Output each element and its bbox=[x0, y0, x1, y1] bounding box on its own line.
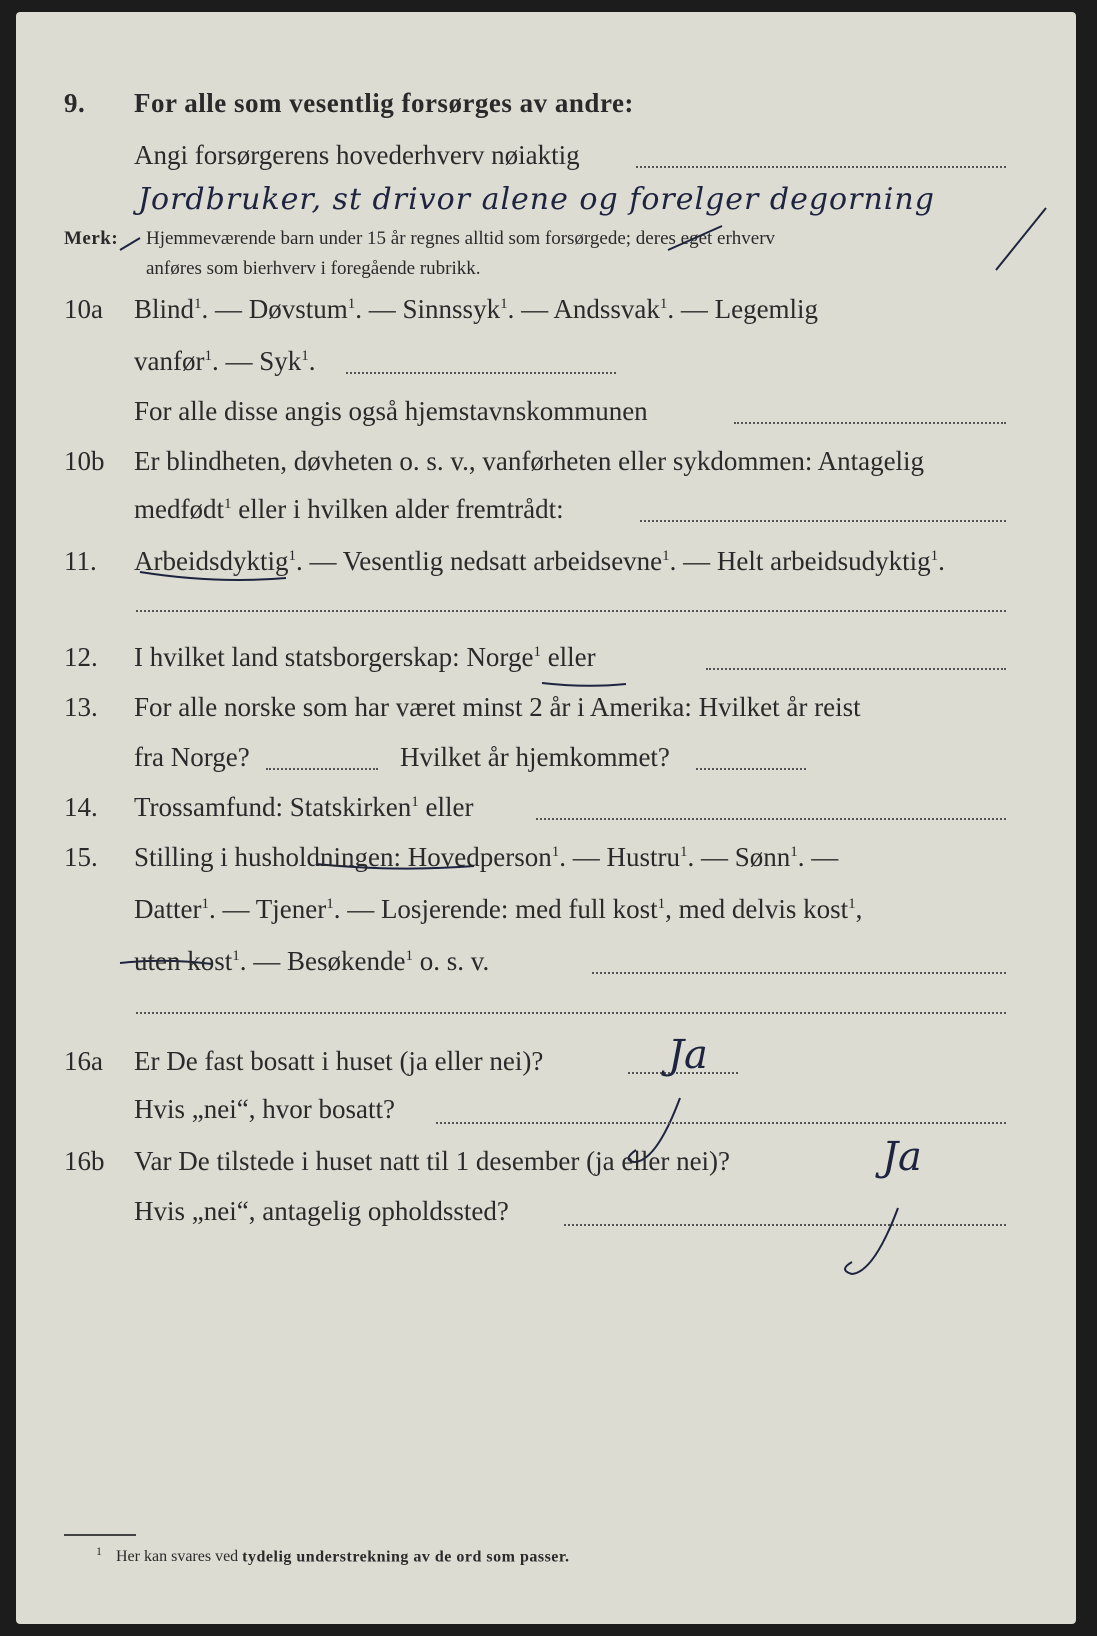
footnote-marker: 1 bbox=[288, 548, 296, 564]
option-sonn[interactable]: . — Sønn bbox=[687, 842, 791, 872]
answer-line[interactable] bbox=[636, 166, 1006, 168]
footnote-marker: 1 bbox=[533, 644, 541, 660]
footnote-marker: 1 bbox=[194, 296, 202, 312]
footnote-marker: 1 bbox=[201, 896, 209, 912]
option-uten-kost[interactable]: uten kost bbox=[134, 946, 233, 976]
question-10b-text-2 bbox=[134, 494, 564, 525]
question-number: 14. bbox=[64, 792, 98, 822]
footnote-marker: 1 bbox=[790, 844, 798, 860]
footnote-bold-text: tydelig understrekning av de ord som passer. bbox=[242, 1548, 570, 1566]
footnote-mark: 1 bbox=[96, 1544, 102, 1558]
option-eller: eller bbox=[418, 792, 474, 822]
question-10a-text-2 bbox=[134, 346, 316, 377]
question-number: 10a bbox=[64, 294, 103, 324]
option-delvis-kost[interactable]: , med delvis kost bbox=[665, 894, 849, 924]
option-dovstum[interactable]: . — Døvstum bbox=[201, 294, 348, 324]
footnote-marker: 1 bbox=[930, 548, 939, 564]
question-13-hjemkommet-prompt: Hvilket år hjemkommet? bbox=[400, 742, 670, 772]
footnote-divider bbox=[64, 1534, 136, 1536]
question-16a-handwritten-answer: Ja bbox=[668, 1032, 708, 1078]
footnote-marker: 1 bbox=[204, 348, 212, 364]
question-15-text-1 bbox=[134, 842, 838, 873]
question-16b-prompt: Var De tilstede i huset natt til 1 desember (ja eller nei)? bbox=[134, 1146, 731, 1176]
footnote-marker: 1 bbox=[326, 896, 334, 912]
option-osv: o. s. v. bbox=[412, 946, 490, 976]
question-number: 16a bbox=[64, 1046, 103, 1076]
option-vanfor[interactable]: vanfør bbox=[134, 346, 205, 376]
question-15-text-3 bbox=[134, 946, 489, 977]
option-andssvak[interactable]: . — Andssvak bbox=[507, 294, 660, 324]
question-15-text-2 bbox=[134, 894, 862, 925]
punctuation: . bbox=[308, 346, 316, 376]
merk-label: Merk: bbox=[64, 228, 119, 249]
answer-line[interactable] bbox=[436, 1122, 1006, 1124]
answer-line[interactable] bbox=[266, 768, 378, 770]
question-9-heading: For alle som vesentlig forsørges av andre: bbox=[134, 88, 634, 118]
question-11-text bbox=[134, 546, 945, 577]
answer-line[interactable] bbox=[706, 668, 1006, 670]
footnote-marker: 1 bbox=[662, 548, 670, 564]
option-arbeidsdyktig[interactable]: Arbeidsdyktig bbox=[134, 546, 289, 576]
question-10a-text-3: For alle disse angis også hjemstavnskommunen bbox=[134, 396, 648, 426]
footnote-marker: 1 bbox=[848, 896, 856, 912]
punctuation: , bbox=[855, 894, 863, 924]
option-syk[interactable]: . — Syk bbox=[211, 346, 302, 376]
question-number: 16b bbox=[64, 1146, 105, 1176]
footnote-marker: 1 bbox=[680, 844, 688, 860]
answer-line[interactable] bbox=[536, 818, 1006, 820]
footnote-marker: 1 bbox=[551, 844, 560, 860]
merk-note-line-1: Hjemmeværende barn under 15 år regnes alltid som forsørgede; deres eget erhverv bbox=[146, 228, 776, 249]
question-13-reist-prompt: fra Norge? bbox=[134, 742, 250, 772]
question-16a-prompt: Er De fast bosatt i huset (ja eller nei)? bbox=[134, 1046, 544, 1076]
option-medfodt[interactable]: medfødt bbox=[134, 494, 224, 524]
punctuation: . bbox=[938, 546, 945, 576]
footnote bbox=[96, 1544, 570, 1566]
answer-line[interactable] bbox=[696, 768, 806, 770]
answer-line[interactable] bbox=[136, 1012, 1006, 1014]
question-9-handwritten-answer: Jordbruker, st drivor alene og forelger degorning bbox=[138, 182, 935, 217]
footnote-marker: 1 bbox=[223, 496, 232, 512]
punctuation: . — bbox=[797, 842, 839, 872]
option-sinnssyk[interactable]: . — Sinnssyk bbox=[355, 294, 501, 324]
question-number: 9. bbox=[64, 88, 86, 118]
footnote-marker: 1 bbox=[411, 794, 419, 810]
answer-line[interactable] bbox=[136, 610, 1006, 612]
question-number: 11. bbox=[64, 546, 97, 576]
option-datter[interactable]: Datter bbox=[134, 894, 202, 924]
option-norge[interactable]: I hvilket land statsborgerskap: Norge bbox=[134, 642, 534, 672]
answer-line[interactable] bbox=[346, 372, 616, 374]
option-full-kost[interactable]: . — Losjerende: med full kost bbox=[333, 894, 658, 924]
footnote-marker: 1 bbox=[347, 296, 356, 312]
question-9-prompt: Angi forsørgerens hovederhverv nøiaktig bbox=[134, 140, 580, 170]
footnote-marker: 1 bbox=[659, 296, 668, 312]
option-eller: eller bbox=[540, 642, 596, 672]
answer-line[interactable] bbox=[734, 422, 1006, 424]
answer-line[interactable] bbox=[640, 520, 1006, 522]
footnote-marker: 1 bbox=[232, 948, 240, 964]
question-16a-followup: Hvis „nei“, hvor bosatt? bbox=[134, 1094, 395, 1124]
question-10b-text-1: Er blindheten, døvheten o. s. v., vanførheten eller sykdommen: Antagelig bbox=[134, 446, 925, 476]
question-number: 12. bbox=[64, 642, 98, 672]
census-form-page bbox=[16, 12, 1076, 1624]
question-10b-prompt: eller i hvilken alder fremtrådt: bbox=[231, 494, 564, 524]
question-number: 13. bbox=[64, 692, 98, 722]
option-tjener[interactable]: . — Tjener bbox=[208, 894, 327, 924]
option-arbeidsudyktig[interactable]: . — Helt arbeidsudyktig bbox=[669, 546, 931, 576]
option-statskirken[interactable]: Trossamfund: Statskirken bbox=[134, 792, 412, 822]
question-13-text-1: For alle norske som har været minst 2 år i Amerika: Hvilket år reist bbox=[134, 692, 861, 722]
question-14-text bbox=[134, 792, 473, 823]
question-16b-handwritten-answer: Ja bbox=[882, 1134, 922, 1180]
option-hovedperson[interactable]: Stilling i husholdningen: Hovedperson bbox=[134, 842, 552, 872]
merk-note-line-2: anføres som bierhverv i foregående rubrikk. bbox=[146, 258, 481, 279]
answer-line[interactable] bbox=[564, 1224, 1006, 1226]
footnote-text: Her kan svares ved bbox=[116, 1548, 239, 1566]
option-legemlig[interactable]: . — Legemlig bbox=[667, 294, 819, 324]
option-besokende[interactable]: . — Besøkende bbox=[239, 946, 406, 976]
option-blind[interactable]: Blind bbox=[134, 294, 195, 324]
question-10a-text-1 bbox=[134, 294, 818, 325]
footnote-marker: 1 bbox=[657, 896, 666, 912]
option-hustru[interactable]: . — Hustru bbox=[559, 842, 680, 872]
question-12-text bbox=[134, 642, 596, 673]
option-nedsatt-arbeidsevne[interactable]: . — Vesentlig nedsatt arbeidsevne bbox=[296, 546, 663, 576]
footnote-marker: 1 bbox=[405, 948, 413, 964]
question-number: 15. bbox=[64, 842, 98, 872]
question-number: 10b bbox=[64, 446, 105, 476]
footnote-marker: 1 bbox=[500, 296, 508, 312]
question-16b-followup: Hvis „nei“, antagelig opholdssted? bbox=[134, 1196, 509, 1226]
footnote-marker: 1 bbox=[301, 348, 309, 364]
answer-line[interactable] bbox=[592, 972, 1006, 974]
